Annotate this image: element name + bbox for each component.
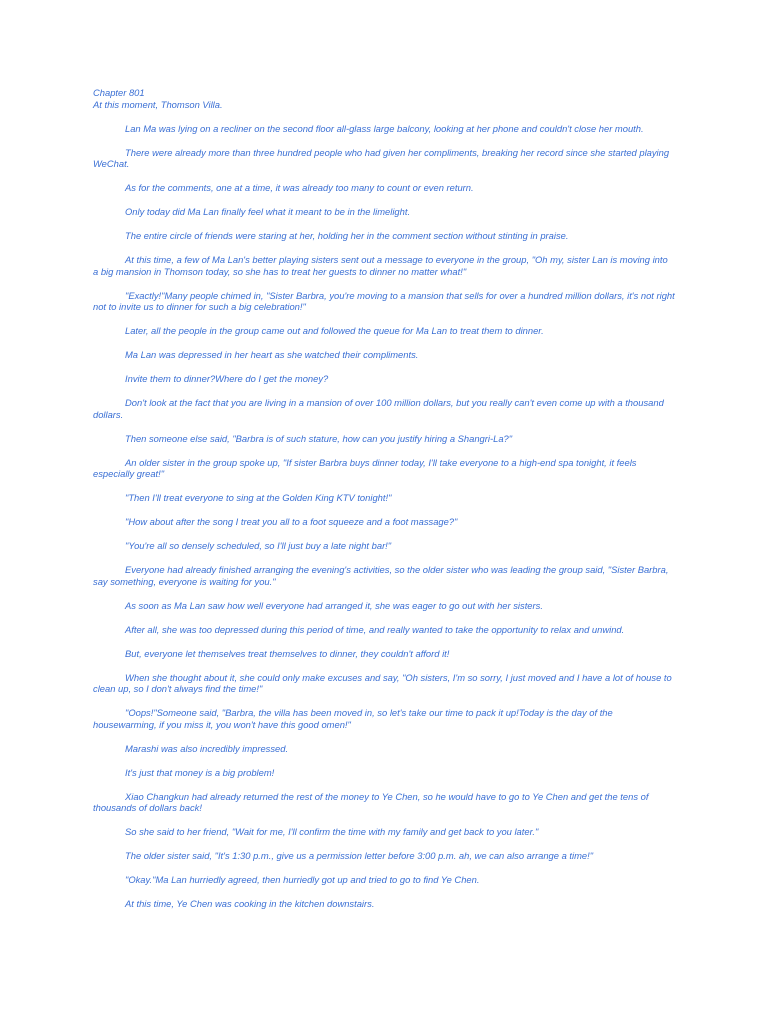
- paragraph: The older sister said, "It's 1:30 p.m., give us a permission letter before 3:00 p.m. ah, we can also arrange a time!": [125, 850, 594, 861]
- paragraph: As soon as Ma Lan saw how well everyone had arranged it, she was eager to go out with her sisters.: [125, 599, 543, 611]
- paragraph: Marashi was also incredibly impressed.: [125, 742, 289, 754]
- paragraph: "Exactly!"Many people chimed in, "Sister Barbra, you're moving to a mansion that sells for over a hundred million dollars, it's not right not to invite us to dinner for such a big celebration!": [93, 289, 675, 312]
- paragraph: At this time, Ye Chen was cooking in the kitchen downstairs.: [125, 898, 375, 909]
- paragraph: Only today did Ma Lan finally feel what it meant to be in the limelight.: [125, 206, 411, 217]
- paragraph: Then someone else said, "Barbra is of such stature, how can you justify hiring a Shangri-La?": [125, 432, 513, 444]
- paragraph: When she thought about it, she could only make excuses and say, "Oh sisters, I'm so sorry, I just moved and I have a lot of house to clean up, so I don't always find the time!": [93, 671, 672, 694]
- paragraph: Everyone had already finished arranging the evening's activities, so the older sister who was leading the group said, "Sister Barbra, say something, everyone is waiting for you.": [93, 564, 669, 587]
- paragraph-list: [93, 123, 675, 910]
- paragraph: Invite them to dinner?Where do I get the money?: [125, 373, 329, 384]
- location-line: At this moment, Thomson Villa.: [93, 98, 223, 110]
- paragraph: "Oops!"Someone said, "Barbra, the villa has been moved in, so let's take our time to pack it up!Today is the day of the housewarming, if you miss it, you won't have this good omen!": [93, 707, 613, 730]
- document-page: [93, 87, 675, 922]
- paragraph: "Okay."Ma Lan hurriedly agreed, then hurriedly got up and tried to go to find Ye Chen.: [125, 874, 480, 885]
- paragraph: After all, she was too depressed during this period of time, and really wanted to take the opportunity to relax and unwind.: [125, 623, 625, 635]
- paragraph: Lan Ma was lying on a recliner on the second floor all-glass large balcony, looking at her phone and couldn't close her mouth.: [125, 122, 644, 134]
- paragraph: Ma Lan was depressed in her heart as she watched their compliments.: [125, 349, 419, 360]
- paragraph: Later, all the people in the group came out and followed the queue for Ma Lan to treat them to dinner.: [125, 325, 544, 336]
- paragraph: At this time, a few of Ma Lan's better playing sisters sent out a message to everyone in the group, "Oh my, sister Lan is moving into a big mansion in Thomson today, so she has to treat her guests to dinner no matter what!": [93, 254, 668, 277]
- paragraph: But, everyone let themselves treat themselves to dinner, they couldn't afford it!: [125, 647, 450, 659]
- chapter-title: Chapter 801: [93, 87, 145, 98]
- paragraph: "Then I'll treat everyone to sing at the Golden King KTV tonight!": [125, 492, 392, 503]
- paragraph: Xiao Changkun had already returned the rest of the money to Ye Chen, so he would have to go to Ye Chen and get the tens of thousands of dollars back!: [93, 790, 649, 813]
- paragraph: There were already more than three hundred people who had given her compliments, breaking her record since she started playing WeChat.: [93, 146, 670, 169]
- paragraph: As for the comments, one at a time, it was already too many to count or even return.: [125, 182, 474, 193]
- paragraph: An older sister in the group spoke up, "If sister Barbra buys dinner today, I'll take everyone to a high-end spa tonight, it feels especially great!": [93, 456, 637, 479]
- paragraph: "You're all so densely scheduled, so I'll just buy a late night bar!": [125, 540, 392, 551]
- paragraph: The entire circle of friends were staring at her, holding her in the comment section without stinting in praise.: [125, 230, 569, 241]
- paragraph: "How about after the song I treat you all to a foot squeeze and a foot massage?": [125, 516, 458, 527]
- spacer: [93, 110, 675, 123]
- paragraph: Don't look at the fact that you are living in a mansion of over 100 million dollars, but you really can't even come up with a thousand dollars.: [93, 397, 664, 420]
- paragraph: So she said to her friend, "Wait for me, I'll confirm the time with my family and get back to you later.": [125, 826, 539, 837]
- paragraph: It's just that money is a big problem!: [125, 766, 275, 778]
